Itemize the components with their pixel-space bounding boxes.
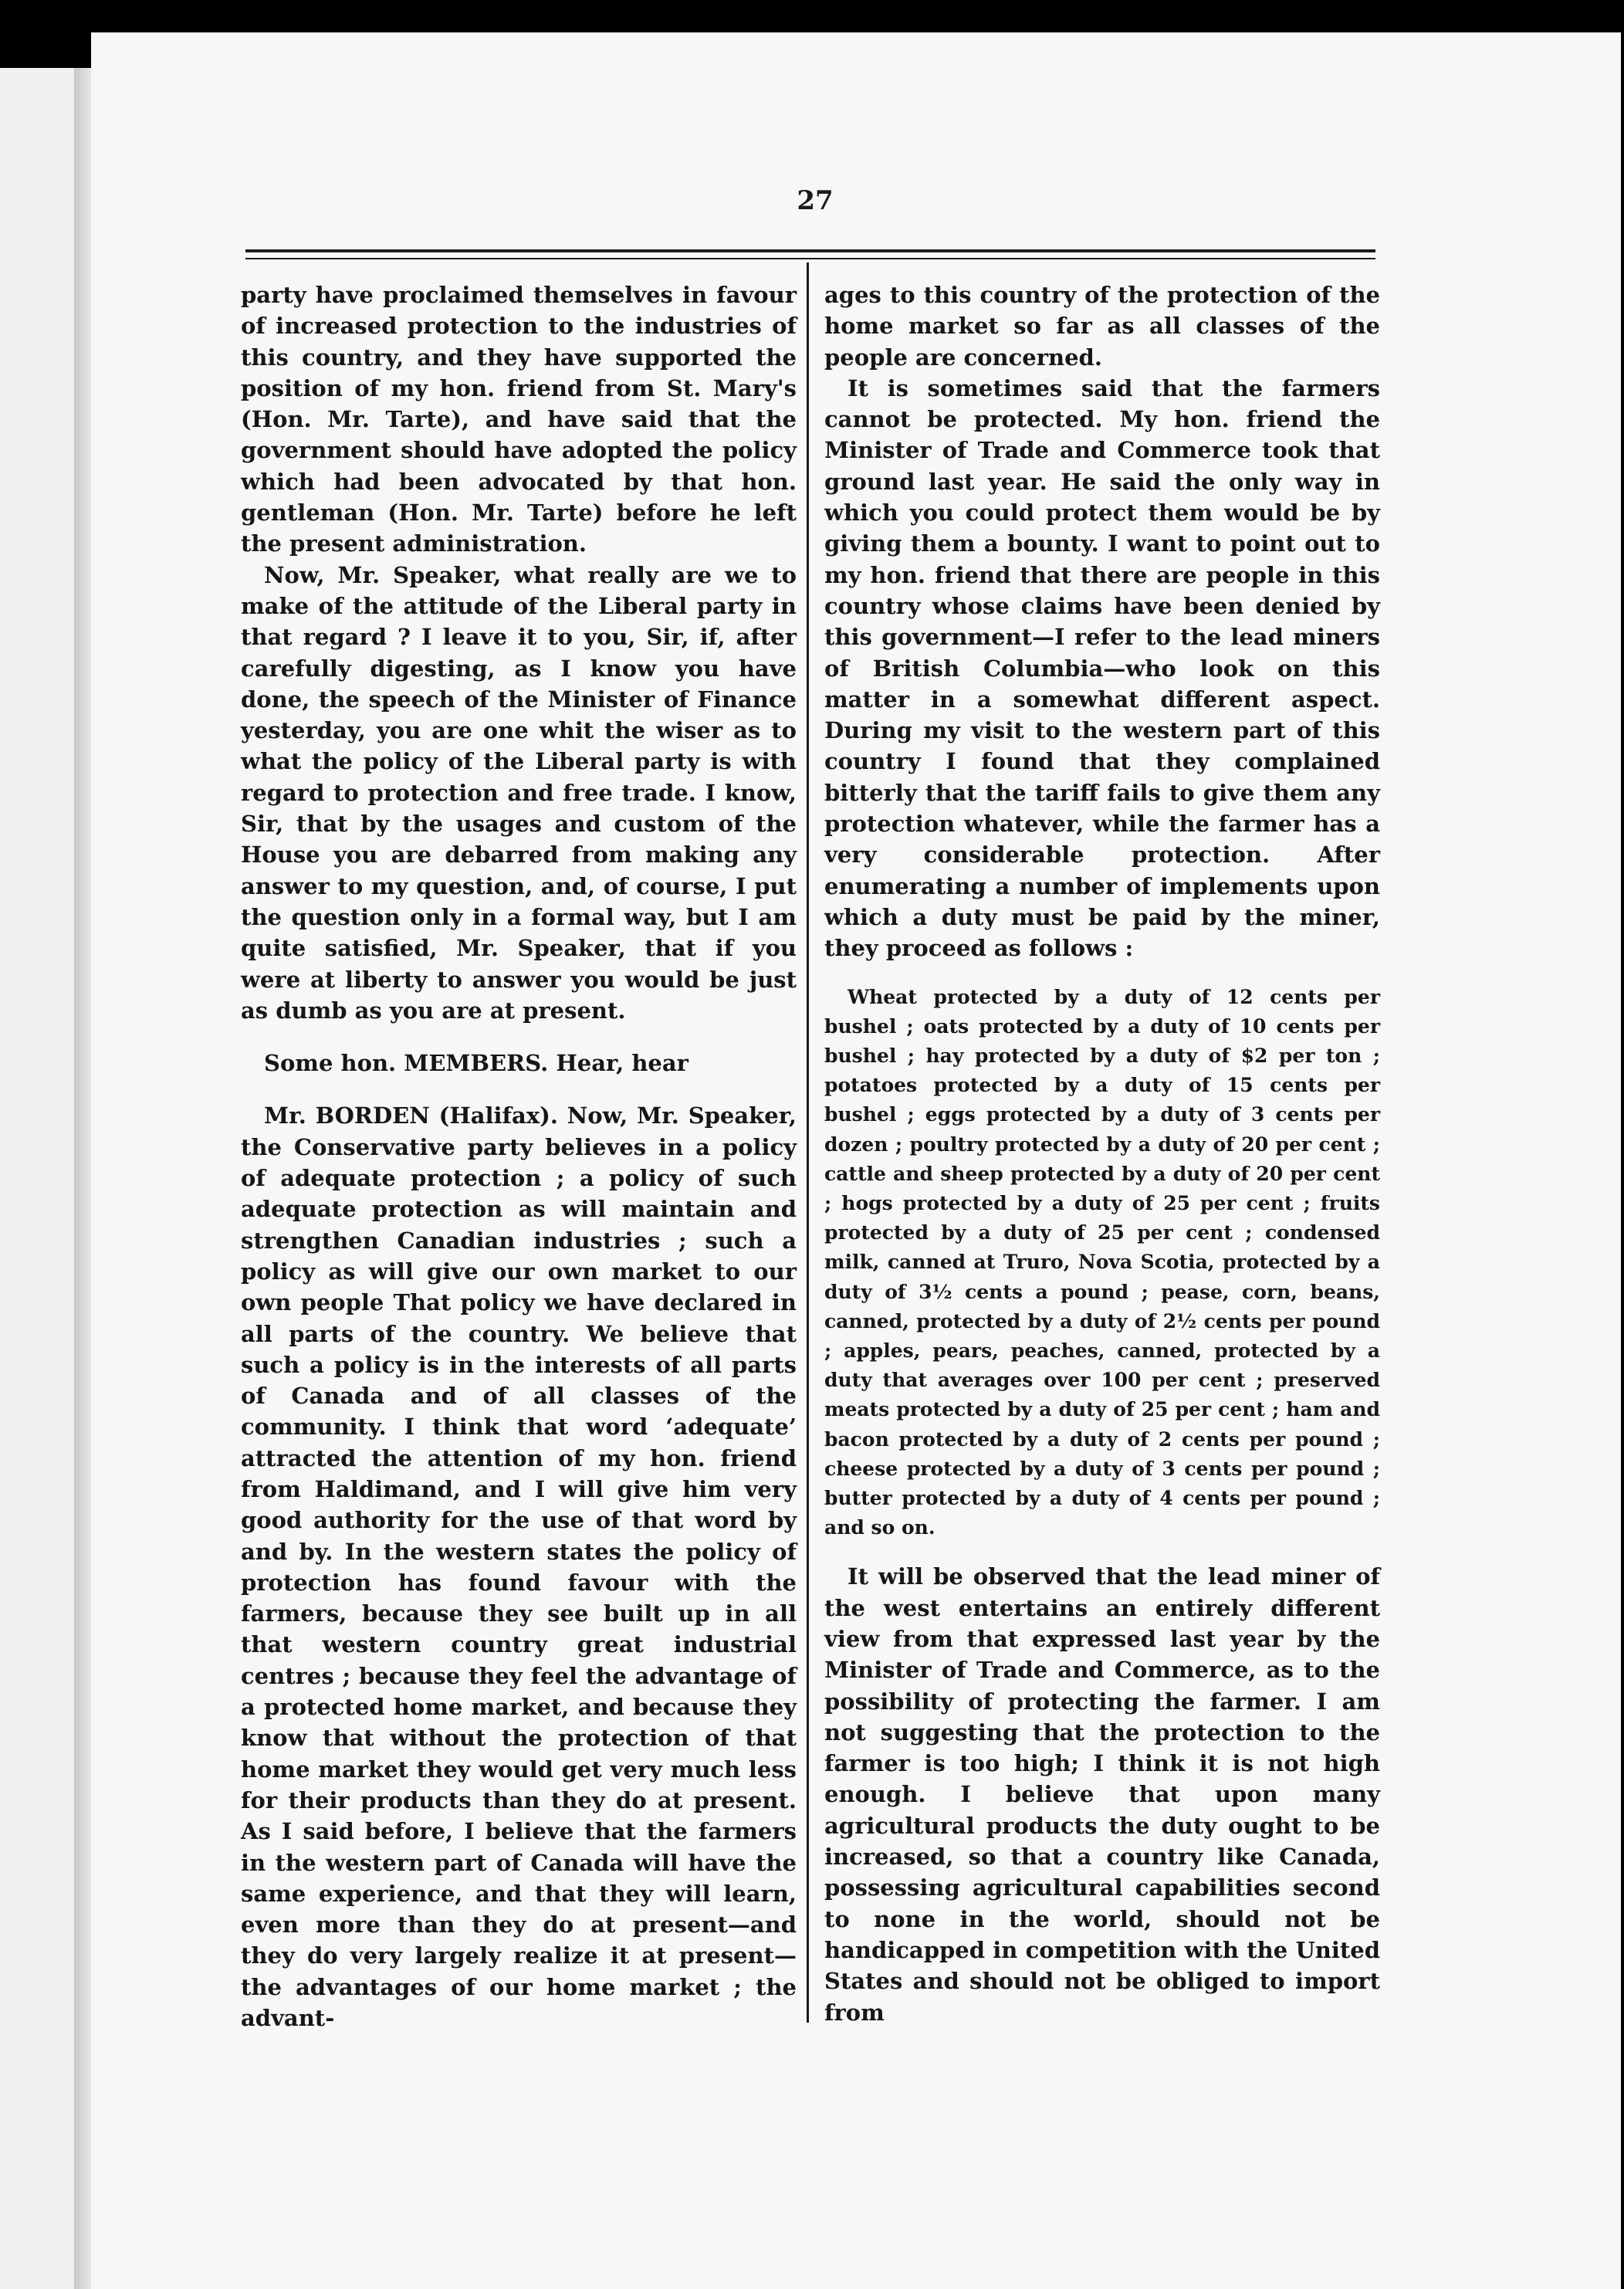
left-paragraph-3 (241, 1100, 797, 2033)
left-column (241, 279, 797, 2033)
page-number: 27 (797, 185, 834, 216)
previous-page-edge (0, 68, 80, 2289)
right-paragraph-2: It is sometimes said that the farmers cannot be protected. My hon. friend the Minister of Trade and Commerce took that ground last year. He said the only way in which you could protect them would be by giving them a bounty. I want to point out to my hon. friend that there are people in this country whose claims have been denied by this government—I refer to the lead miners of British Columbia—who look on this matter in a somewhat different aspect. During my visit to the western part of this country I found that they complained bitterly that the tariff fails to give them any protection whatever, while the farmer has a very considerable protection. After enumerating a number of implements upon which a duty must be paid by the miner, they proceed as follows : (824, 374, 1380, 962)
column-divider (807, 262, 809, 2023)
right-column (824, 279, 1380, 2028)
left-paragraph-2: Now, Mr. Speaker, what really are we to make of the attitude of the Liberal party in that regard ? I leave it to you, Sir, if, after carefully digesting, as I know you have done, the speech of the Minister of Finance yesterday, you are one whit the wiser as to what the policy of the Liberal party is with regard to protection and free trade. I know, Sir, that by the usages and custom of the House you are debarred from making any answer to my question, and, of course, I put the question only in a formal way, but I am quite satisfied, Mr. Speaker, that if you were at liberty to answer you would be just as dumb as you are at present. (241, 561, 797, 1024)
interjection: Some hon. MEMBERS. Hear, hear (264, 1050, 689, 1077)
header-rule (245, 249, 1375, 252)
speaker-name: Mr. BORDEN (Halifax). (264, 1102, 558, 1129)
right-paragraph-1: ages to this country of the protection of the home market so far as all classes of the people are concerned. (824, 282, 1380, 371)
right-paragraph-3: It will be observed that the lead miner of the west entertains an entirely different view from that expressed last year by the Minister of Trade and Commerce, as to the possibility of protecting the farmer. I am not suggesting that the protection to the farmer is too high; I think it is not high enough. I believe that upon many agricultural products the duty ought to be increased, so that a country like Canada, possessing agricultural capabilities second to none in the world, should not be handicapped in competition with the United States and should not be obliged to import from (824, 1563, 1380, 2026)
left-paragraph-3-text: Now, Mr. Speaker, the Conservative party believes in a policy of adequate protection ; a policy of such adequate protection as will maintain and strengthen Canadian industries ; such a policy as will give our own market to our own people That policy we have declared in all parts of the country. We believe that such a policy is in the interests of all parts of Canada and of all classes of the community. I think that word ‘adequate’ attracted the attention of my hon. friend from Haldimand, and I will give him very good authority for the use of that word by and by. In the western states the policy of protection has found favour with the farmers, because they see built up in all that western country great industrial centres ; because they feel the advantage of a protected home market, and because they know that without the protection of that home market they would get very much less for their products than they do at present. As I said before, I believe that the farmers in the western part of Canada will have the same experience, and that they will learn, even more than they do at present—and they do very largely realize it at present—the advantages of our home market ; the advant- (241, 1102, 797, 2032)
page-gutter (74, 68, 91, 2289)
left-paragraph-1: party have proclaimed themselves in favour of increased protection to the industries of this country, and they have supported the position of my hon. friend from St. Mary's (Hon. Mr. Tarte), and have said that the government should have adopted the policy which had been advocated by that hon. gentleman (Hon. Mr. Tarte) before he left the present administration. (241, 282, 797, 557)
tariff-quote: Wheat protected by a duty of 12 cents per bushel ; oats protected by a duty of 10 cents per bushel ; hay protected by a duty of $2 per ton ; potatoes protected by a duty of 15 cents per bushel ; eggs protected by a duty of 3 cents per dozen ; poultry protected by a duty of 20 per cent ; cattle and sheep protected by a duty of 20 per cent ; hogs protected by a duty of 25 per cent ; fruits protected by a duty of 25 per cent ; condensed milk, canned at Truro, Nova Scotia, protected by a duty of 3½ cents a pound ; pease, corn, beans, canned, protected by a duty of 2½ cents per pound ; apples, pears, peaches, canned, protected by a duty that averages over 100 per cent ; preserved meats protected by a duty of 25 per cent ; ham and bacon protected by a duty of 2 cents per pound ; cheese protected by a duty of 3 cents per pound ; butter protected by a duty of 4 cents per pound ; and so on. (824, 985, 1380, 1539)
header-rule-secondary (245, 258, 1375, 259)
